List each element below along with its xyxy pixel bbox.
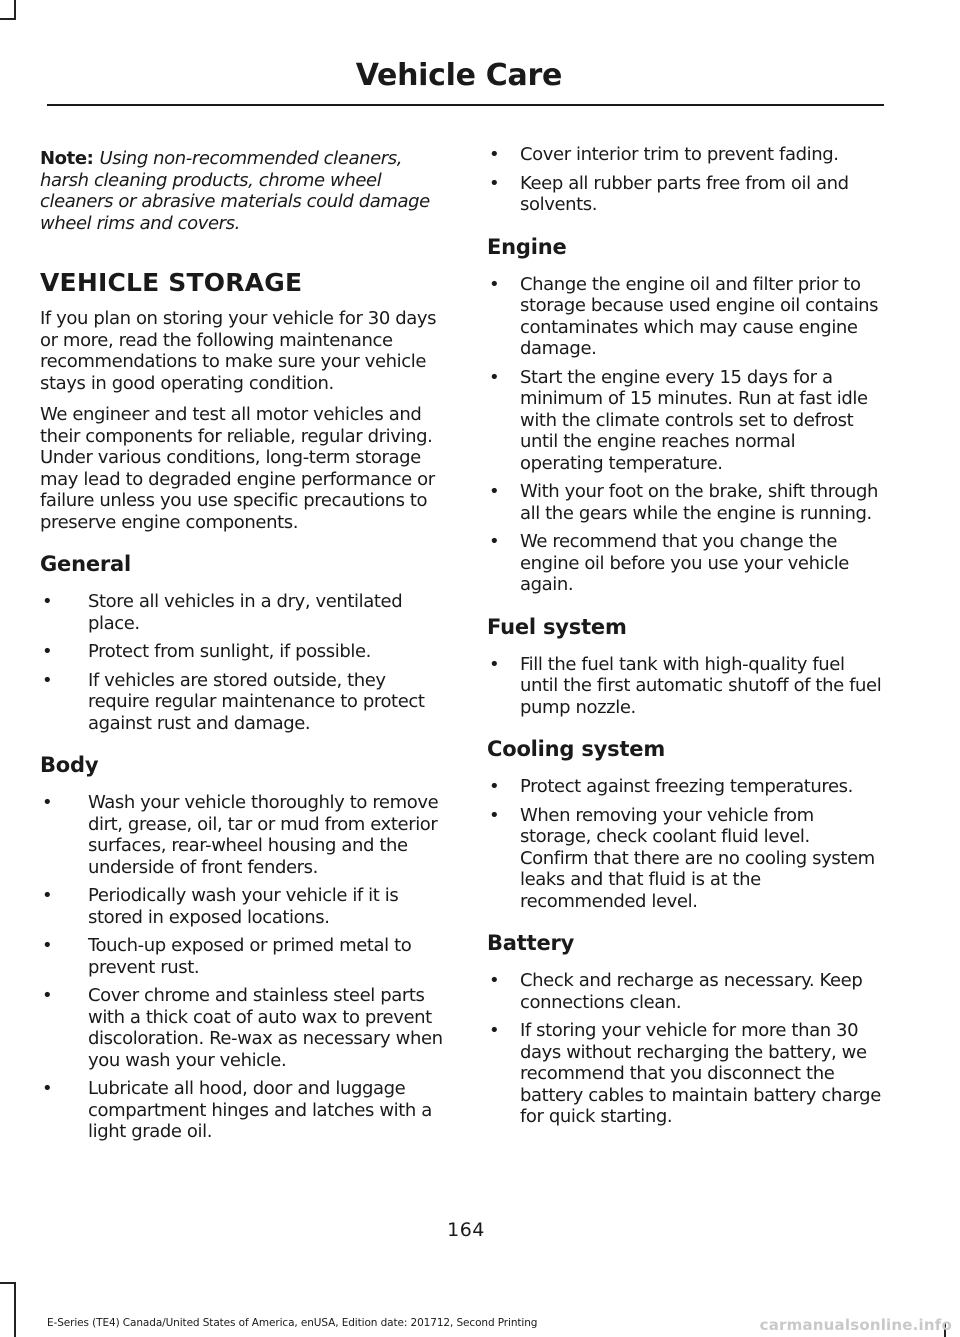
crop-mark-bottom-left-vertical [14,1282,16,1337]
vehicle-storage-heading: VEHICLE STORAGE [40,268,303,297]
crop-mark-top-left-horizontal [0,18,16,20]
note [40,148,450,234]
body-list-continued [487,144,882,216]
list-item: • Fill the fuel tank with high-quality fuel until the first automatic shutoff of the fuel pump nozzle. [489,653,882,718]
list-item: • Store all vehicles in a dry, ventilated place. [42,591,403,634]
bullet: • [489,481,500,502]
bullet: • [489,531,500,552]
storage-paragraph-1: If you plan on storing your vehicle for 30 days or more, read the following maintenance recommendations to make sure your vehicle stays in good operating condition. [40,308,437,394]
bullet: • [489,653,500,675]
list-item: • Touch-up exposed or primed metal to prevent rust. [42,935,412,978]
bullet: • [489,144,500,165]
crop-mark-bottom-left-horizontal [0,1282,16,1284]
list-item: • If storing your vehicle for more than 30 days without recharging the battery, we recommend that you disconnect the battery cables to maintain battery charge for quick starting. [489,1020,881,1127]
list-item: • Cover chrome and stainless steel parts with a thick coat of auto wax to prevent discoloration. Re-wax as necessary when you wash your vehicle. [42,985,443,1071]
crop-mark-top-left-vertical [14,0,16,18]
fuel-system-heading: Fuel system [487,614,627,639]
bullet: • [42,669,53,691]
list-item: • When removing your vehicle from storage, check coolant fluid level. Confirm that there are no cooling system leaks and that fluid is at the recommended level. [489,804,875,912]
note-text: Using non-recommended cleaners, harsh cleaning products, chrome wheel cleaners or abrasive materials could damage wheel rims and covers. [40,148,430,234]
list-item: • Start the engine every 15 days for a minimum of 15 minutes. Run at fast idle with the climate controls set to defrost until the engine reaches normal operating temperature. [489,366,868,474]
bullet: • [489,172,500,194]
list-item: • If vehicles are stored outside, they require regular maintenance to protect against rust and damage. [42,669,425,734]
list-item: • Protect from sunlight, if possible. [42,641,371,662]
general-list [40,591,450,734]
bullet: • [489,970,500,991]
list-item: • Protect against freezing temperatures. [489,776,853,797]
bullet: • [489,366,500,388]
list-item: • Periodically wash your vehicle if it is stored in exposed locations. [42,885,399,928]
general-heading: General [40,552,131,576]
list-item: • With your foot on the brake, shift through all the gears while the engine is running. [489,481,879,524]
header-divider [47,104,884,106]
bullet: • [42,1078,53,1099]
body-list [40,792,450,1143]
battery-heading: Battery [487,931,575,955]
bullet: • [42,985,53,1006]
bullet: • [489,1020,500,1041]
footer-edition-info: E-Series (TE4) Canada/United States of America, enUSA, Edition date: 201712, Second Printing [47,1317,538,1329]
list-item: • Check and recharge as necessary. Keep connections clean. [489,970,863,1013]
note-label: Note: [40,148,94,169]
cooling-system-heading: Cooling system [487,737,666,761]
list-item: • Wash your vehicle thoroughly to remove dirt, grease, oil, tar or mud from exterior surfaces, rear-wheel housing and the underside of front fenders. [42,792,439,878]
body-heading: Body [40,753,99,777]
bullet: • [489,776,500,797]
bullet: • [42,641,53,662]
list-item: • Keep all rubber parts free from oil and solvents. [489,172,849,215]
cooling-system-list [487,776,882,912]
battery-list [487,970,882,1128]
list-item: • Cover interior trim to prevent fading. [489,144,839,165]
storage-paragraph-2: We engineer and test all motor vehicles and their components for reliable, regular driving. Under various conditions, long-term storage may lead to degraded engine performance or failure unless you use specific precautions to preserve engine components. [40,404,435,533]
right-column [487,144,882,1128]
left-column [40,145,450,1143]
bullet: • [489,273,500,295]
list-item: • Lubricate all hood, door and luggage compartment hinges and latches with a light grade oil. [42,1078,432,1142]
list-item: • Change the engine oil and filter prior to storage because used engine oil contains contaminates which may cause engine damage. [489,273,879,359]
page-number: 164 [447,1219,485,1241]
bullet: • [42,885,53,906]
fuel-system-list [487,654,882,719]
engine-heading: Engine [487,234,567,259]
engine-list [487,274,882,596]
bullet: • [42,792,53,813]
list-item: • We recommend that you change the engine oil before you use your vehicle again. [489,531,849,595]
bullet: • [489,804,500,826]
bullet: • [42,935,53,956]
watermark: carmanualsonline.info [759,1316,952,1334]
bullet: • [42,591,53,612]
page-title: Vehicle Care [355,58,562,93]
